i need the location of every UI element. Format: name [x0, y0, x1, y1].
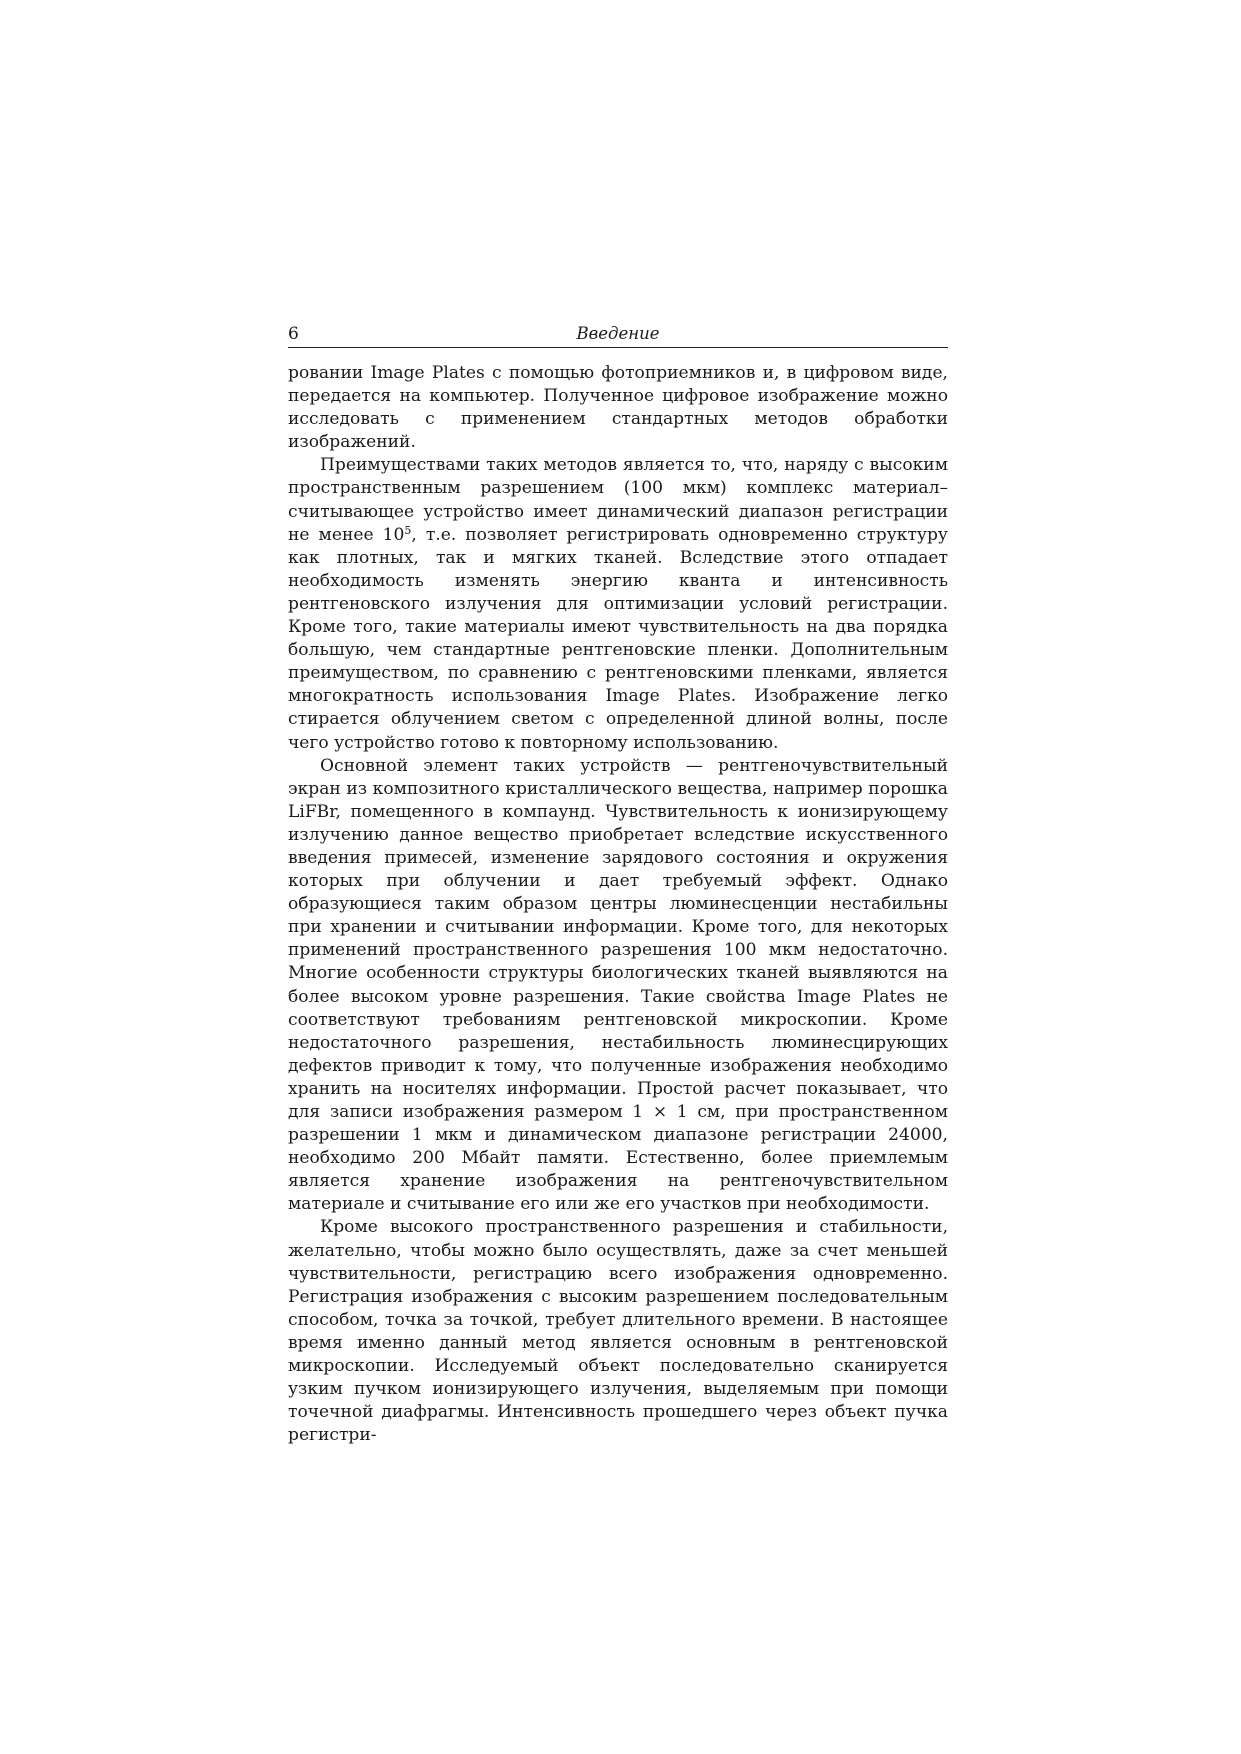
text-body — [288, 362, 948, 1447]
running-title: Введение — [576, 324, 660, 343]
paragraph-advantages-text-1: Преимуществами таких методов является то, что, наряду с высоким пространственным разрешением (100 мкм) комплекс материал–считывающее устройство имеет динамический диапазон регистрации не менее 10 — [288, 455, 948, 545]
paragraph-advantages — [288, 454, 948, 754]
paragraph-main-element: Основной элемент таких устройств — рентгеночувствительный экран из композитного кристаллического вещества, например порошка LiFBr, помещенного в компаунд. Чувствительность к ионизирующему излучению данное вещество приобретает вследствие искусственного введения примесей, изменение зарядового состояния и окружения которых при облучении и дает требуемый эффект. Однако образующиеся таким образом центры люминесценции нестабильны при хранении и считывании информации. Кроме того, для некоторых применений пространственного разрешения 100 мкм недостаточно. Многие особенности структуры биологических тканей выявляются на более высоком уровне разрешения. Такие свойства Image Plates не соответствуют требованиям рентгеновской микроскопии. Кроме недостаточного разрешения, нестабильность люминесцирующих дефектов приводит к тому, что полученные изображения необходимо хранить на носителях информации. Простой расчет показывает, что для записи изображения размером 1 × 1 см, при пространственном разрешении 1 мкм и динамическом диапазоне регистрации 24000, необходимо 200 Мбайт памяти. Естественно, более приемлемым является хранение изображения на рентгеночувствительном материале и считывание его или же его участков при необходимости. — [288, 755, 948, 1215]
exponent-superscript: 5 — [404, 523, 412, 537]
page-header — [288, 323, 948, 348]
paragraph-resolution: Кроме высокого пространственного разрешения и стабильности, желательно, чтобы можно было осуществлять, даже за счет меньшей чувствительности, регистрацию всего изображения одновременно. Регистрация изображения с высоким разрешением последовательным способом, точка за точкой, требует длительного времени. В настоящее время именно данный метод является основным в рентгеновской микроскопии. Исследуемый объект последовательно сканируется узким пучком ионизирующего излучения, выделяемым при помощи точечной диафрагмы. Интенсивность прошедшего через объект пучка регистри- — [288, 1217, 948, 1446]
paragraph-continuation: ровании Image Plates с помощью фотоприемников и, в цифровом виде, передается на компьютер. Полученное цифровое изображение можно исследовать с применением стандартных методов обработки изображений. — [288, 363, 948, 453]
paragraph-advantages-text-2: , т.е. позволяет регистрировать одновременно структуру как плотных, так и мягких тканей. Вследствие этого отпадает необходимость изменять энергию кванта и интенсивность рентгеновского излучения для оптимизации условий регистрации. Кроме того, такие материалы имеют чувствительность на два порядка большую, чем стандартные рентгеновские пленки. Дополнительным преимуществом, по сравнению с рентгеновскими пленками, является многократность использования Image Plates. Изображение легко стирается облучением светом с определенной длиной волны, после чего устройство готово к повторному использованию. — [288, 524, 948, 753]
page-number: 6 — [288, 324, 299, 344]
